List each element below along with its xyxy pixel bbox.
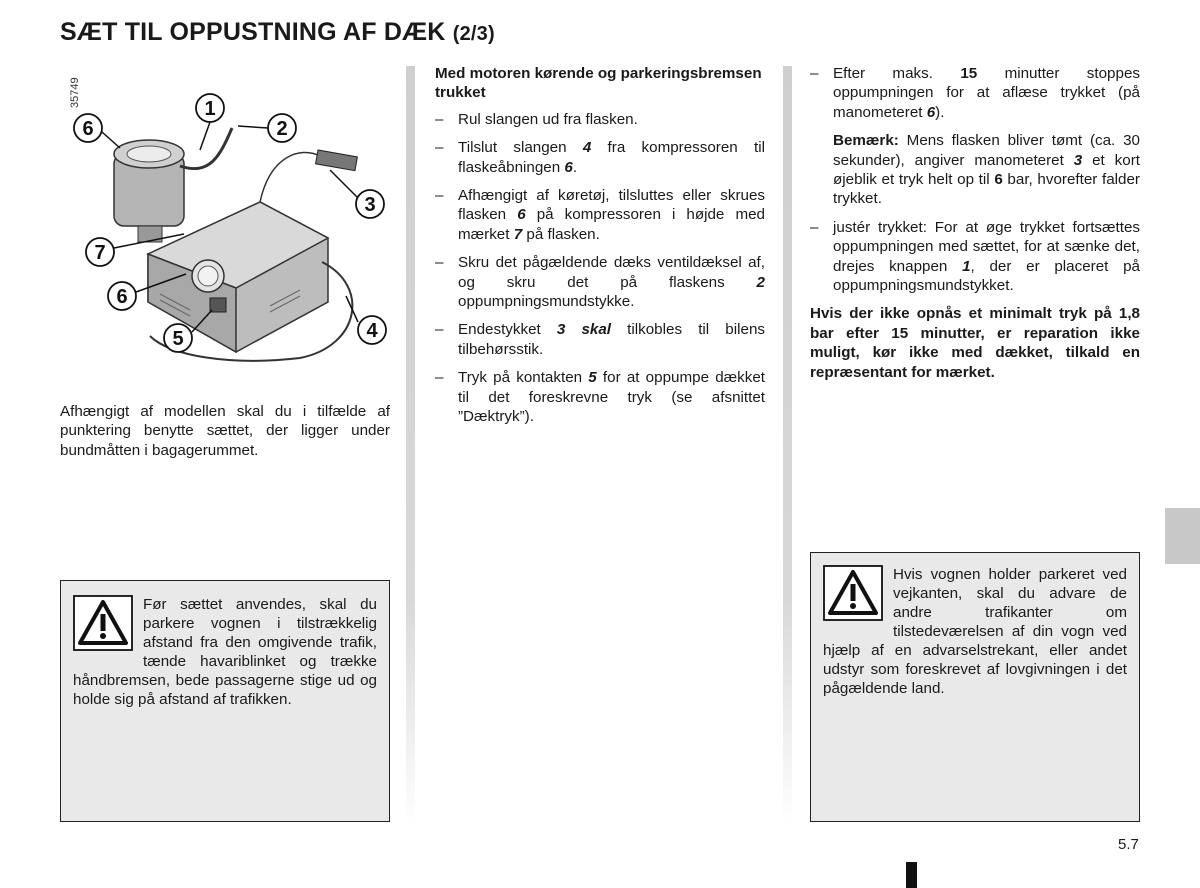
- list-item: – Afhængigt af køretøj, tilsluttes eller skrues flasken 6 på kompressoren i højde med mærket 7 på flasken.: [435, 187, 765, 243]
- list-item: – justér trykket: For at øge trykket fortsættes oppumpningen med sættet, for at sænke det, drejes knappen 1, der er placeret på oppumpningsmundstykket.: [810, 218, 1140, 295]
- page-title: [60, 18, 495, 47]
- list-item: – Rul slangen ud fra flasken.: [435, 110, 638, 128]
- title-sub: (2/3): [452, 23, 495, 45]
- warning-triangle-icon: [73, 595, 133, 656]
- compressor-illustration: [60, 66, 400, 366]
- list-item: – Skru det pågældende dæks ventildæksel af, og skru det på flaskens 2 oppumpningsmundstykke.: [435, 254, 765, 311]
- callout-4: 4: [366, 320, 378, 342]
- list-item: – Endestykket 3 skal tilkobles til bilens tilbehørsstik.: [435, 321, 765, 358]
- illustration-ref: 35749: [69, 77, 81, 108]
- callout-6-top: 6: [82, 118, 94, 140]
- chapter-tab: [1165, 508, 1200, 564]
- bold-warning-paragraph: Hvis der ikke opnås et minimalt tryk på 1,8 bar efter 15 minutter, er reparation ikke muligt, kør ikke med dækket, tilkald en repræsentant for mærket.: [810, 305, 1140, 381]
- callout-1: 1: [204, 98, 216, 120]
- middle-column: [435, 64, 765, 436]
- column-divider-right: [783, 66, 792, 826]
- callout-3: 3: [364, 194, 376, 216]
- list-item: – Tryk på kontakten 5 for at oppumpe dækket til det foreskrevne tryk (se afsnittet ”Dæktryk”).: [435, 369, 766, 426]
- warning-left-text: Før sættet anvendes, skal du parkere vognen i tilstrækkelig afstand fra den omgivende trafik, tænde havariblinket og trække håndbremsen, bede passagerne stige ud og holde sig på afstand af trafikken.: [73, 596, 377, 708]
- page-number: 5.7: [1118, 836, 1139, 853]
- callout-7: 7: [94, 242, 106, 264]
- callout-5: 5: [172, 328, 184, 350]
- list-item: – Tilslut slangen 4 fra kompressoren til flaskeåbningen 6.: [435, 139, 765, 176]
- title-main: SÆT TIL OPPUSTNING AF DÆK: [60, 18, 446, 46]
- list-item: – Efter maks. 15 minutter stoppes oppumpningen for at aflæse trykket (på manometeret 6).: [810, 65, 1140, 121]
- right-column: [810, 64, 1140, 391]
- step-list: [435, 110, 765, 427]
- intro-text: Afhængigt af modellen skal du i tilfælde af punktering benytte sættet, der ligger under bundmåtten i bagagerummet.: [60, 403, 390, 459]
- callout-6-bottom: 6: [116, 286, 128, 308]
- warning-box-left: [60, 580, 390, 822]
- callout-2: 2: [276, 118, 288, 140]
- warning-triangle-icon: [823, 565, 883, 626]
- note-paragraph: Bemærk: Mens flasken bliver tømt (ca. 30 sekunder), angiver manometeret 3 et kort øjeblik et tryk helt op til 6 bar, hvorefter falder trykket.: [833, 132, 1140, 208]
- compressor-kit-drawing: [60, 66, 400, 366]
- middle-header: Med motoren kørende og parkeringsbremsen trukket: [435, 65, 762, 102]
- print-mark: [906, 862, 917, 888]
- warning-right-text: Hvis vognen holder parkeret ved vejkanten, skal du advare de andre trafikanter om tilstedeværelsen af din vogn ved hjælp af en advarselstrekant, eller andet udstyr som foreskrevet af lovgivningen i det pågældende land.: [823, 566, 1127, 697]
- column-divider-left: [406, 66, 415, 826]
- sealant-bottle: [114, 140, 184, 242]
- warning-box-right: [810, 552, 1140, 822]
